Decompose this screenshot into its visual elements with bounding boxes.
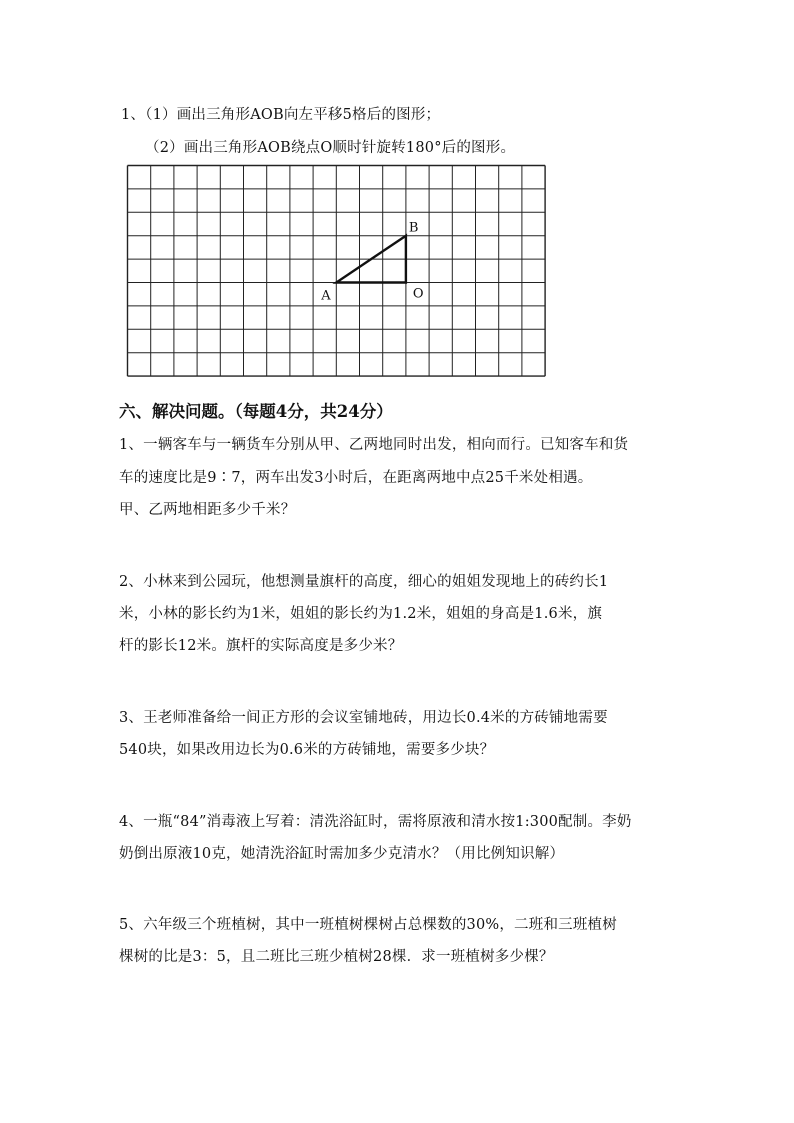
problem-4-line-1: 4、一瓶“84”消毒液上写着：清洗浴缸时，需将原液和清水按1:300配制。李奶 [119,814,632,830]
problem-4-line-2: 奶倒出原液10克，她清洗浴缸时需加多少克清水？（用比例知识解） [119,846,565,862]
problem-5-line-2: 棵树的比是3：5，且二班比三班少植树28棵．求一班植树多少棵？ [119,949,554,965]
grid-svg [126,164,550,378]
problem-3-line-1: 3、王老师准备给一间正方形的会议室铺地砖，用边长0.4米的方砖铺地需要 [119,710,608,726]
label-a: A [321,288,331,304]
problem-2-line-3: 杆的影长12米。旗杆的实际高度是多少米？ [119,638,403,654]
q1-line-1: 1、（1）画出三角形AOB向左平移5格后的图形； [121,107,441,123]
grid-lines [128,166,546,377]
grid-figure [126,164,550,382]
problem-5-line-1: 5、六年级三个班植树，其中一班植树棵树占总棵数的30%，二班和三班植树 [119,917,617,933]
problem-1-line-3: 甲、乙两地相距多少千米？ [119,502,296,518]
problem-2-line-1: 2、小林来到公园玩，他想测量旗杆的高度，细心的姐姐发现地上的砖约长1 [119,574,609,590]
problem-1-line-1: 1、一辆客车与一辆货车分别从甲、乙两地同时出发，相向而行。已知客车和货 [119,437,629,453]
section-6-title: 六、解决问题。（每题4分，共24分） [119,402,393,421]
label-o: O [412,286,424,302]
problem-1-line-2: 车的速度比是9∶7，两车出发3小时后，在距离两地中点25千米处相遇。 [119,470,593,486]
q1-line-2: （2）画出三角形AOB绕点O顺时针旋转180°后的图形。 [145,140,516,156]
label-b: B [408,220,419,236]
problem-3-line-2: 540块，如果改用边长为0.6米的方砖铺地，需要多少块？ [119,742,495,758]
problem-2-line-2: 米，小林的影长约为1米，姐姐的影长约为1.2米，姐姐的身高是1.6米，旗 [119,606,603,622]
